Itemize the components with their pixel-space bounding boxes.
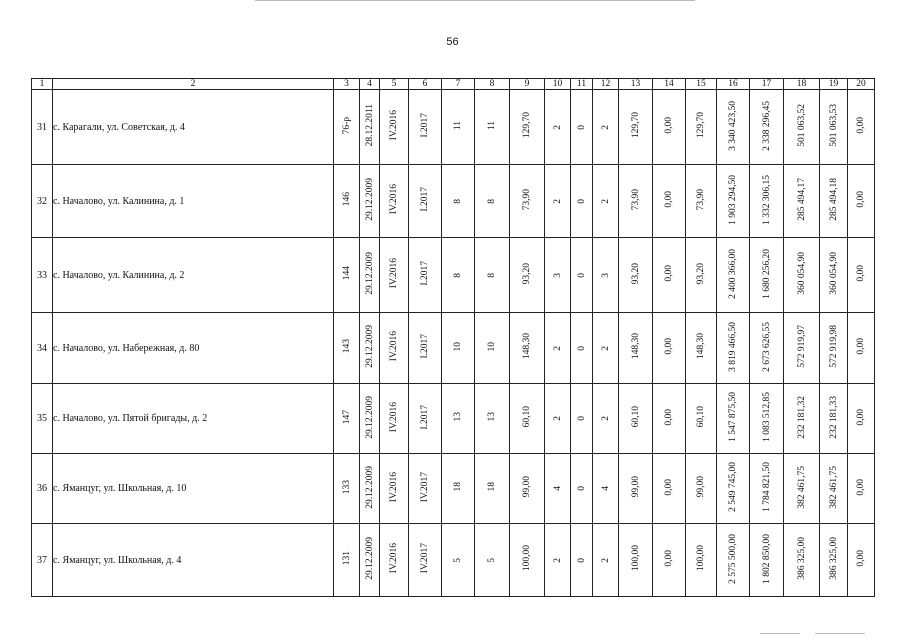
cell-value: 0 [576,198,587,204]
cell-c8 [475,454,510,524]
column-header: 13 [619,79,653,90]
cell-value: 131 [341,551,352,566]
cell-value: 100,00 [696,545,706,572]
cell-value: 8 [453,272,463,278]
cell-value: 3 [552,272,563,278]
cell-c14 [653,165,686,238]
cell-value: 129,70 [522,112,532,139]
cell-c20 [848,90,875,165]
cell-value: 73,90 [696,188,706,211]
cell-value: IV.2016 [389,110,399,141]
cell-c8 [475,165,510,238]
cell-value: 13 [487,412,497,422]
cell-value: 0 [576,124,587,130]
cell-value: 501 063,53 [828,104,839,147]
cell-c4 [360,313,380,384]
cell-c20 [848,165,875,238]
row-number: 33 [32,238,53,313]
scan-mark [760,633,800,634]
cell-c15 [686,90,717,165]
column-header: 4 [360,79,380,90]
cell-value: 0 [576,272,587,278]
cell-c3 [334,313,360,384]
cell-value: 8 [487,272,497,278]
column-header: 15 [686,79,717,90]
cell-value: 8 [453,198,463,204]
cell-value: 129,70 [630,112,641,139]
cell-value: 382 461,75 [828,465,839,509]
cell-value: 2 [600,198,611,204]
cell-value: 100,00 [522,545,532,572]
cell-c6 [409,238,442,313]
cell-c13 [619,384,653,454]
cell-value: 10 [453,341,463,352]
cell-value: 0,00 [664,265,674,282]
cell-c10 [545,238,571,313]
cell-c7 [442,313,475,384]
cell-c12 [593,454,619,524]
cell-c9 [510,90,545,165]
cell-c11 [571,238,593,313]
cell-c9 [510,524,545,597]
cell-c6 [409,454,442,524]
cell-value: 2 400 366,00 [728,248,738,299]
cell-value: 0,00 [664,408,674,426]
cell-c4 [360,454,380,524]
cell-value: 148,30 [522,333,532,360]
cell-value: 1 083 512,85 [761,392,772,442]
cell-value: 18 [487,482,497,492]
cell-value: 29.12.2009 [364,178,375,221]
cell-value: 1 784 821,50 [761,462,772,512]
cell-c10 [545,90,571,165]
cell-value: 76-р [341,116,352,135]
cell-c19 [820,454,848,524]
cell-c7 [442,165,475,238]
column-header: 14 [653,79,686,90]
cell-c5 [380,90,409,165]
cell-value: IV.2017 [420,543,430,574]
row-number: 31 [32,90,53,165]
cell-value: 360 054,90 [828,252,839,295]
cell-c15 [686,313,717,384]
cell-c16 [717,454,750,524]
cell-value: 100,00 [630,545,641,572]
cell-c13 [619,313,653,384]
cell-value: 60,10 [696,406,706,428]
cell-c12 [593,238,619,313]
cell-c4 [360,524,380,597]
cell-value: 4 [552,486,563,491]
cell-value: 93,20 [630,262,641,285]
column-header: 20 [848,79,875,90]
cell-c6 [409,524,442,597]
column-header: 19 [820,79,848,90]
row-number: 35 [32,384,53,454]
cell-value: 2 [600,416,611,421]
cell-c14 [653,90,686,165]
cell-c13 [619,90,653,165]
address-cell: с. Началово, ул. Набережная, д. 80 [53,313,334,384]
cell-c17 [750,524,784,597]
row-number: 37 [32,524,53,597]
cell-value: 93,20 [522,262,532,285]
cell-value: IV.2016 [389,471,399,503]
cell-c11 [571,90,593,165]
cell-value: 60,10 [630,406,641,428]
cell-c18 [784,313,820,384]
cell-value: 11 [487,120,497,131]
cell-c13 [619,524,653,597]
cell-c16 [717,165,750,238]
column-header: 8 [475,79,510,90]
table-row [32,454,875,524]
cell-c16 [717,524,750,597]
cell-value: 285 494,18 [828,178,839,221]
cell-value: 29.12.2009 [364,325,375,368]
cell-c17 [750,384,784,454]
cell-value: I.2017 [420,113,430,138]
row-number: 36 [32,454,53,524]
cell-c19 [820,524,848,597]
cell-c3 [334,238,360,313]
cell-c19 [820,238,848,313]
cell-c17 [750,165,784,238]
cell-value: 0 [576,416,587,421]
column-header: 16 [717,79,750,90]
cell-value: 572 919,98 [828,325,839,368]
address-cell: с. Началово, ул. Пятой бригады, д. 2 [53,384,334,454]
row-number: 32 [32,165,53,238]
address-cell: с. Яманцуг, ул. Школьная, д. 4 [53,524,334,597]
cell-c18 [784,524,820,597]
cell-c4 [360,384,380,454]
cell-value: 99,00 [696,476,706,498]
cell-c3 [334,384,360,454]
cell-c7 [442,238,475,313]
cell-value: 1 903 294,50 [728,174,738,225]
cell-c4 [360,165,380,238]
cell-value: IV.2016 [389,184,399,215]
cell-value: I.2017 [420,187,430,212]
cell-value: 99,00 [522,476,532,498]
cell-c10 [545,313,571,384]
cell-value: 2 338 296,45 [761,100,772,151]
cell-c4 [360,238,380,313]
cell-c8 [475,238,510,313]
address-cell: с. Началово, ул. Калинина, д. 2 [53,238,334,313]
cell-c13 [619,238,653,313]
cell-c16 [717,313,750,384]
cell-c5 [380,313,409,384]
table-row [32,384,875,454]
cell-c14 [653,454,686,524]
cell-value: IV.2017 [420,471,430,503]
cell-value: 28.12.2011 [364,104,375,147]
cell-c6 [409,90,442,165]
cell-value: 2 575 500,00 [728,533,738,584]
cell-c15 [686,454,717,524]
cell-c9 [510,384,545,454]
cell-value: 5 [453,557,463,563]
cell-c9 [510,165,545,238]
cell-value: 572 919,97 [796,325,807,368]
cell-value: 148,30 [630,333,641,360]
column-header: 2 [53,79,334,90]
cell-value: 3 340 423,50 [728,100,738,151]
table-row [32,165,875,238]
cell-c12 [593,384,619,454]
page-number: 56 [446,36,459,48]
cell-value: 0,00 [856,265,866,282]
cell-c20 [848,454,875,524]
cell-value: 0,00 [856,117,866,134]
cell-c11 [571,454,593,524]
cell-c20 [848,524,875,597]
column-header: 17 [750,79,784,90]
cell-c20 [848,384,875,454]
cell-value: 10 [487,341,497,352]
cell-value: 386 325,00 [796,537,807,580]
cell-c19 [820,384,848,454]
cell-c6 [409,384,442,454]
cell-value: 11 [453,120,463,131]
cell-value: 99,00 [630,476,641,498]
cell-value: I.2017 [420,404,430,430]
cell-c20 [848,313,875,384]
cell-c11 [571,313,593,384]
cell-value: I.2017 [420,334,430,359]
cell-c15 [686,165,717,238]
cell-c15 [686,384,717,454]
cell-c15 [686,238,717,313]
cell-value: 2 [600,124,611,130]
cell-c7 [442,90,475,165]
cell-value: 2 [552,198,563,204]
cell-value: 0,00 [664,191,674,208]
cell-value: 13 [453,412,463,422]
address-cell: с. Карагали, ул. Советская, д. 4 [53,90,334,165]
cell-value: 29.12.2009 [364,395,375,439]
cell-value: 18 [453,482,463,492]
column-header: 12 [593,79,619,90]
cell-c16 [717,238,750,313]
cell-c3 [334,165,360,238]
row-number: 34 [32,313,53,384]
cell-value: 3 [600,272,611,278]
table-row [32,524,875,597]
cell-value: 148,30 [696,333,706,360]
cell-c12 [593,524,619,597]
cell-value: 29.12.2009 [364,252,375,295]
cell-c18 [784,384,820,454]
column-number-row [32,79,875,90]
cell-value: IV.2016 [389,401,399,433]
cell-c5 [380,454,409,524]
cell-c17 [750,454,784,524]
cell-value: 0 [576,345,587,351]
cell-value: 147 [341,409,352,425]
column-header: 10 [545,79,571,90]
cell-c6 [409,313,442,384]
address-cell: с. Яманцуг, ул. Школьная, д. 10 [53,454,334,524]
cell-value: 2 [552,124,563,130]
cell-c4 [360,90,380,165]
cell-c7 [442,384,475,454]
cell-c11 [571,165,593,238]
cell-value: 360 054,90 [796,252,807,295]
cell-c10 [545,165,571,238]
cell-c20 [848,238,875,313]
cell-value: 232 181,32 [796,395,807,439]
cell-c19 [820,313,848,384]
cell-c12 [593,165,619,238]
column-header: 9 [510,79,545,90]
cell-c5 [380,165,409,238]
cell-value: 1 547 875,50 [728,392,738,442]
cell-c8 [475,90,510,165]
cell-value: 0,00 [664,338,674,355]
cell-c6 [409,165,442,238]
cell-value: 3 819 466,50 [728,321,738,372]
cell-value: 0,00 [664,117,674,134]
cell-value: 73,90 [630,188,641,211]
cell-value: 1 802 850,00 [761,533,772,584]
housing-table [31,78,875,597]
cell-c19 [820,165,848,238]
cell-value: 0 [576,557,587,563]
cell-value: 2 [552,345,563,351]
cell-c13 [619,165,653,238]
column-header: 5 [380,79,409,90]
cell-value: 8 [487,198,497,204]
column-header: 11 [571,79,593,90]
cell-c17 [750,238,784,313]
cell-value: 129,70 [696,112,706,139]
cell-c3 [334,524,360,597]
cell-value: 0,00 [664,478,674,496]
cell-value: 29.12.2009 [364,465,375,509]
cell-c10 [545,524,571,597]
cell-value: 285 494,17 [796,178,807,221]
cell-value: 93,20 [696,262,706,285]
cell-value: IV.2016 [389,258,399,289]
cell-value: 5 [487,557,497,563]
address-cell: с. Началово, ул. Калинина, д. 1 [53,165,334,238]
cell-value: 146 [341,192,352,207]
cell-value: 0,00 [664,550,674,567]
cell-c7 [442,524,475,597]
cell-c7 [442,454,475,524]
cell-c3 [334,454,360,524]
cell-c8 [475,313,510,384]
cell-c18 [784,238,820,313]
cell-c5 [380,384,409,454]
cell-value: 0,00 [856,338,866,355]
cell-value: 232 181,33 [828,395,839,439]
cell-c10 [545,384,571,454]
cell-c14 [653,313,686,384]
cell-value: 0,00 [856,408,866,426]
cell-c17 [750,90,784,165]
cell-c5 [380,524,409,597]
cell-c12 [593,90,619,165]
cell-c19 [820,90,848,165]
cell-value: 0,00 [856,550,866,567]
cell-c14 [653,384,686,454]
cell-c8 [475,384,510,454]
cell-value: 1 332 306,15 [761,174,772,225]
cell-c16 [717,90,750,165]
cell-c8 [475,524,510,597]
cell-value: 2 673 626,55 [761,321,772,372]
cell-value: 382 461,75 [796,465,807,509]
cell-c14 [653,524,686,597]
cell-value: 0 [576,486,587,491]
cell-value: IV.2016 [389,543,399,574]
table-row [32,238,875,313]
cell-c15 [686,524,717,597]
cell-c9 [510,313,545,384]
cell-value: 73,90 [522,188,532,211]
column-header: 6 [409,79,442,90]
cell-c13 [619,454,653,524]
cell-c9 [510,238,545,313]
cell-c18 [784,454,820,524]
cell-c11 [571,524,593,597]
column-header: 7 [442,79,475,90]
scan-mark [815,633,865,634]
column-header: 18 [784,79,820,90]
cell-value: 2 [600,557,611,563]
cell-value: 0,00 [856,478,866,496]
cell-c17 [750,313,784,384]
cell-c10 [545,454,571,524]
cell-value: IV.2016 [389,331,399,362]
cell-c3 [334,90,360,165]
cell-value: 60,10 [522,406,532,428]
table-row [32,313,875,384]
column-header: 1 [32,79,53,90]
cell-c11 [571,384,593,454]
cell-c5 [380,238,409,313]
cell-c16 [717,384,750,454]
cell-c9 [510,454,545,524]
cell-c18 [784,90,820,165]
cell-value: 133 [341,479,352,495]
cell-value: 144 [341,266,352,281]
table-row [32,90,875,165]
cell-value: 2 [552,557,563,563]
cell-value: 501 063,52 [796,104,807,147]
cell-value: 2 [600,345,611,351]
cell-value: 29.12.2009 [364,537,375,580]
cell-value: 143 [341,339,352,354]
cell-c12 [593,313,619,384]
cell-value: 0,00 [856,191,866,208]
cell-value: 4 [600,486,611,491]
column-header: 3 [334,79,360,90]
cell-value: I.2017 [420,261,430,286]
cell-value: 2 [552,416,563,421]
cell-value: 2 549 745,00 [728,462,738,512]
cell-value: 1 680 256,20 [761,248,772,299]
cell-c14 [653,238,686,313]
cell-c18 [784,165,820,238]
top-scan-line [255,0,695,1]
cell-value: 386 325,00 [828,537,839,580]
